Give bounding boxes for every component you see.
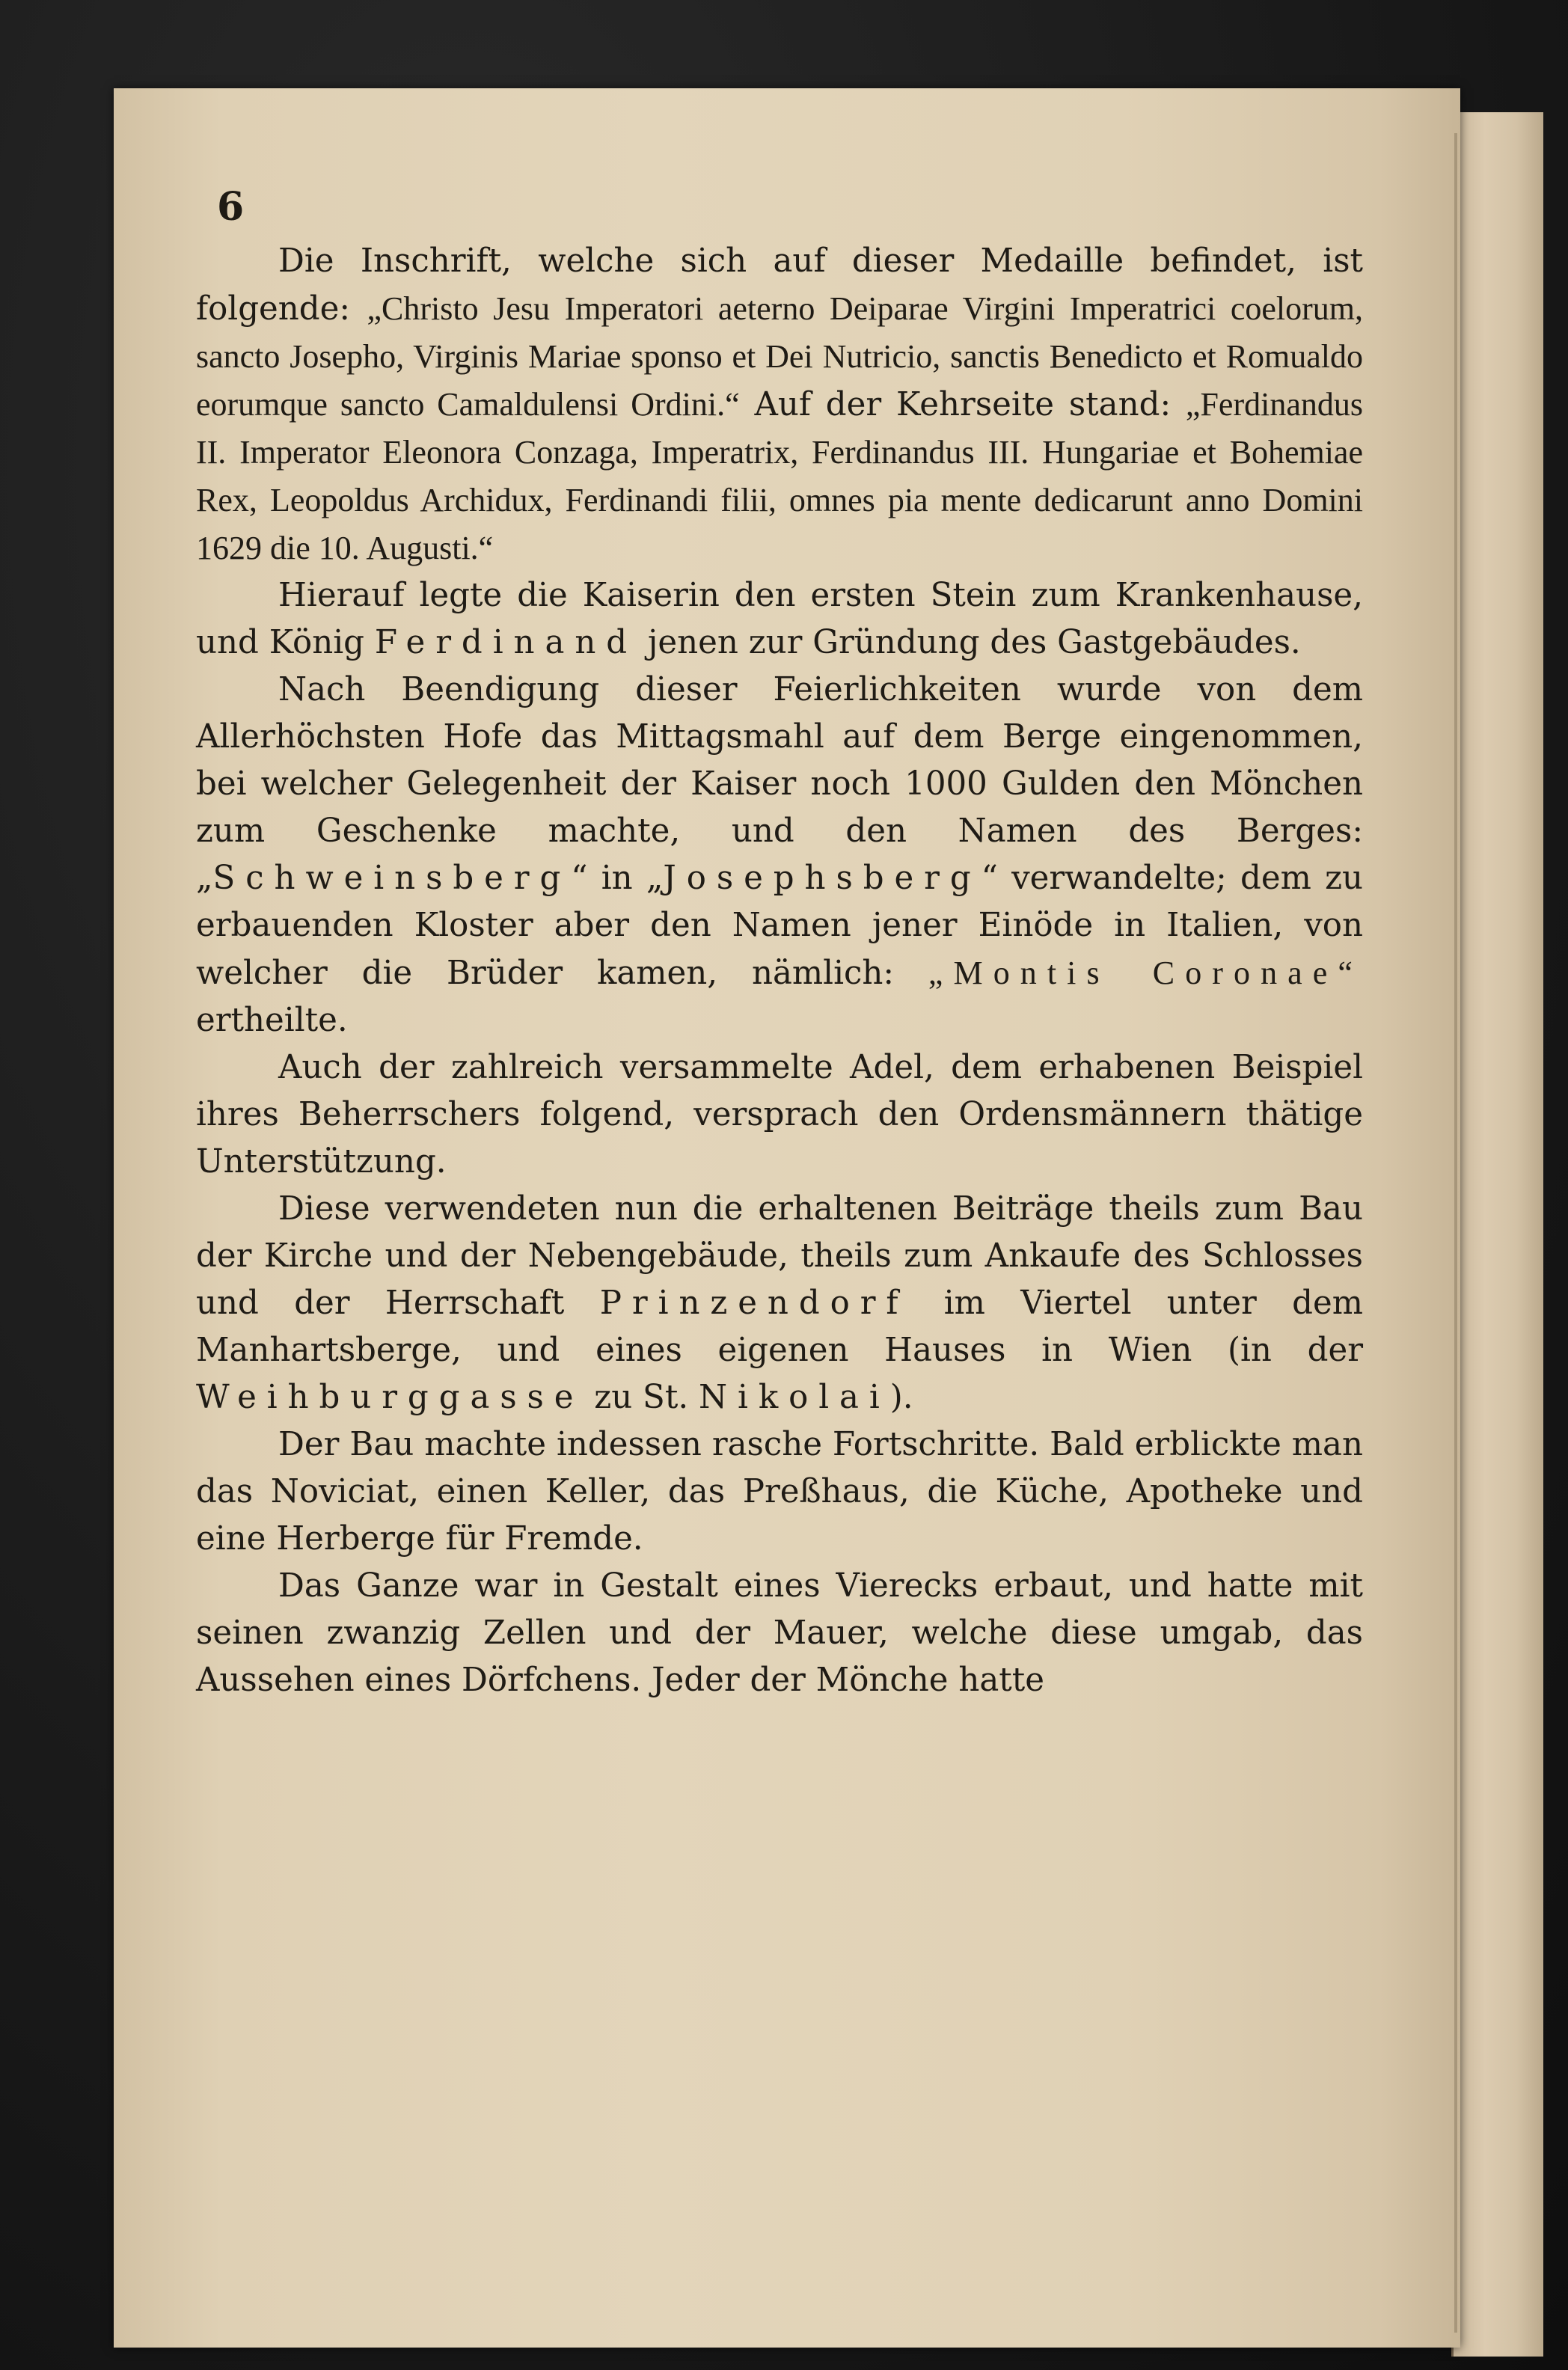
spaced-name-josephsberg: Josephsberg	[663, 860, 981, 897]
spaced-name-weihburggasse: Weihburggasse	[196, 1379, 584, 1416]
paragraph-contributions	[196, 1186, 1363, 1421]
text-run: Der Bau machte indessen rasche Fortschritte. Bald erblickte man das Noviciat, einen Keller, das Preßhaus, die Küche, Apotheke und eine Herberge für Fremde.	[196, 1426, 1363, 1558]
text-run: Diese verwendeten nun die erhaltenen Beiträge theils zum Bau der Kirche und der Nebengebäude, theils zum Ankaufe des Schlosses und der Herrschaft	[196, 1190, 1363, 1322]
text-run: Das Ganze war in Gestalt eines Vierecks erbaut, und hatte mit seinen zwanzig Zellen und der Mauer, welche diese umgab, das Aussehen eines Dörfchens. Jeder der Mönche hatte	[196, 1567, 1363, 1699]
page-number: 6	[217, 184, 245, 230]
book-page	[114, 88, 1460, 2348]
paragraph-construction	[196, 1421, 1363, 1563]
latin-montis-coronae: „Montis Coronae“	[928, 955, 1364, 991]
text-run: Auch der zahlreich versammelte Adel, dem erhabenen Beispiel ihres Beherrschers folgend, versprach den Ordensmännern thätige Unterstützung.	[196, 1049, 1363, 1181]
page-fold-line	[1454, 133, 1457, 2333]
text-run: ertheilte.	[196, 1002, 348, 1039]
spaced-name-schweinsberg: Schweinsberg	[212, 860, 572, 897]
latin-inscription-reverse: „Ferdinandus II. Imperator Eleonora Conzaga, Imperatrix, Ferdinandus III. Hungariae et Bohemiae Rex, Leopoldus Archidux, Ferdinandi filii, omnes pia mente dedicarunt anno Domini 1629 die 10. Augusti.“	[196, 386, 1363, 566]
paragraph-foundation-stones	[196, 572, 1363, 667]
text-run: Hierauf legte die Kaiserin den ersten Stein zum Krankenhause, und König	[196, 577, 1363, 661]
text-run: “ in „	[571, 860, 664, 897]
page-body-text	[196, 238, 1363, 1704]
text-run: Auf der Kehrseite stand:	[739, 386, 1186, 423]
paragraph-nobility	[196, 1044, 1363, 1186]
text-run: Die Inschrift, welche sich auf dieser Medaille befindet, ist folgende:	[196, 242, 1363, 328]
text-run: Nach Beendigung dieser Feierlichkeiten wurde von dem Allerhöchsten Hofe das Mittagsmahl auf dem Berge eingenommen, bei welcher Gelegenheit der Kaiser noch 1000 Gulden den Mönchen zum Geschenke machte, und den Namen des Berges: „	[196, 671, 1363, 897]
spaced-name-ferdinand: Ferdinand	[374, 624, 638, 661]
spaced-name-nikolai: Nikolai	[699, 1379, 890, 1416]
text-run: ).	[889, 1379, 913, 1416]
text-run: “ verwandelte; dem zu erbauenden Kloster aber den Namen jener Einöde in Italien, von welcher die Brüder kamen, nämlich:	[196, 860, 1364, 992]
text-run: im Viertel unter dem Manhartsberge, und eines eigenen Hauses in Wien (in der	[196, 1284, 1364, 1369]
text-run: zu St.	[584, 1379, 699, 1416]
latin-inscription-front: „Christo Jesu Imperatori aeterno Deiparae Virgini Imperatrici coelorum, sancto Josepho, Virginis Mariae sponso et Dei Nutricio, sanctis Benedicto et Romualdo eorumque sancto Camaldulensi Ordini.“	[196, 290, 1363, 423]
text-run: jenen zur Gründung des Gastgebäudes.	[637, 624, 1301, 661]
paragraph-inscription	[196, 238, 1363, 572]
paragraph-banquet	[196, 667, 1363, 1044]
paragraph-layout	[196, 1563, 1363, 1704]
facing-page-edge	[1451, 112, 1543, 2357]
spaced-name-prinzendorf: Prinzendorf	[599, 1284, 909, 1322]
